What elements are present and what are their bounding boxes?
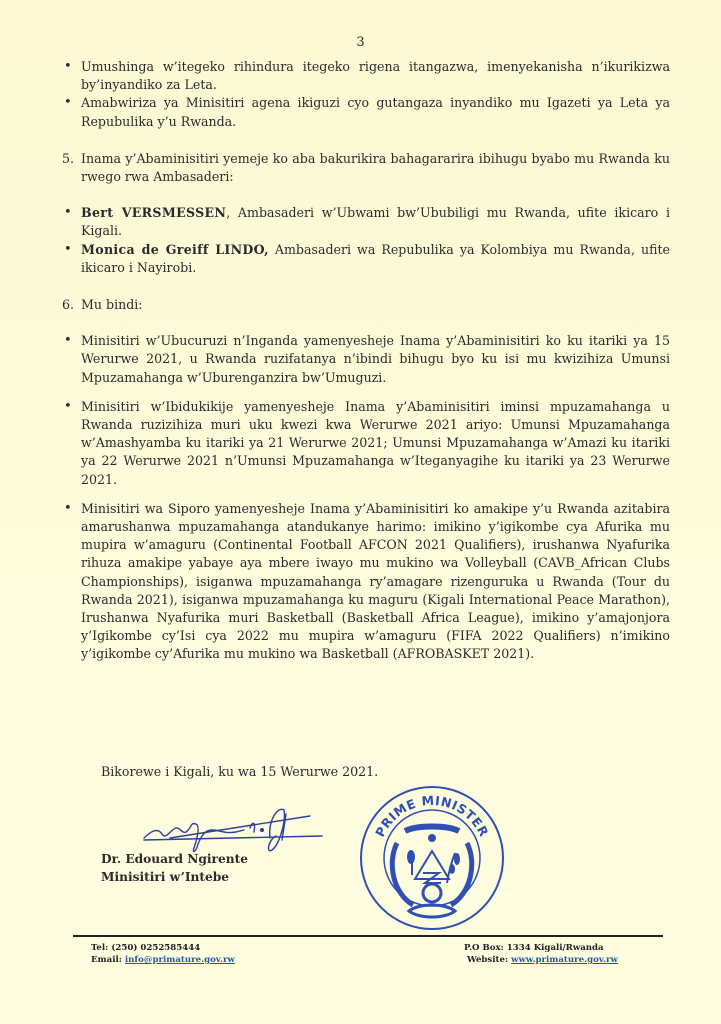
signatory-title: Minisitiri w’Intebe	[101, 870, 230, 884]
footer-address	[464, 942, 618, 966]
ambassador-desc: Ambasaderi wa Repubulika ya Kolombiya mu Rwanda, ufite ikicaro i Nayirobi.	[81, 241, 670, 275]
page-number: 3	[356, 35, 365, 50]
list-item	[62, 204, 670, 240]
website-label: Website:	[467, 955, 509, 965]
footer-tel	[91, 942, 235, 954]
list-item: • Amabwiriza ya Minisitiri agena ikiguzi cyo gutangaza inyandiko mu Igazeti ya Leta ya Repubulika y’u Rwanda.	[62, 94, 670, 130]
list-item	[62, 241, 670, 277]
list-item: • Umushinga w’itegeko rihindura itegeko rigena itangazwa, imenyekanisha n’ikurikizwa by’inyandiko za Leta.	[62, 58, 670, 94]
tel-label: Tel:	[91, 943, 109, 953]
prime-minister-seal-icon	[357, 783, 507, 933]
po-box: P.O Box: 1334 Kigali/Rwanda	[464, 943, 604, 953]
document-body	[62, 58, 670, 664]
email-label: Email:	[91, 955, 122, 965]
top-bullet-list	[62, 58, 670, 131]
section-number: 5.	[62, 150, 75, 166]
ambassador-name: Bert VERSMESSEN	[81, 205, 227, 221]
section-6	[62, 296, 670, 314]
section-text: Inama y’Abaminisitiri yemeje ko aba bakurikira bahagararira ibihugu byabo mu Rwanda ku rwego rwa Ambasaderi:	[81, 150, 670, 185]
list-item: • Minisitiri w’Ubucuruzi n’Inganda yamenyesheje Inama y’Abaminisitiri ko ku itariki ya 15 Werurwe 2021, u Rwanda ruzifatanya n’ibindi bihugu byo ku isi mu kwizihiza Umunsi Mpuzamahanga w’Uburenganzira bw’Umuguzi.	[62, 332, 670, 387]
other-items-list	[62, 332, 670, 663]
section-number: 6.	[62, 297, 75, 313]
footer-divider	[73, 935, 663, 937]
signatory-block	[101, 850, 248, 886]
email-link[interactable]: info@primature.gov.rw	[124, 955, 235, 965]
footer-contact	[91, 942, 235, 966]
list-item: • Minisitiri w’Ibidukikije yamenyesheje Inama y’Abaminisitiri iminsi mpuzamahanga u Rwanda ruzizihiza muri uku kwezi kwa Werurwe 2021 ariyo: Umunsi Mpuzamahanga w’Amashyamba ku itariki ya 21 Werurwe 2021; Umunsi Mpuzamahanga w’Amazi ku itariki ya 22 Werurwe 2021 n’Umunsi Mpuzamahanga w’Iteganyagihe ku itariki ya 23 Werurwe 2021.	[62, 398, 670, 489]
ambassador-name: Monica de Greiff LINDO,	[81, 241, 269, 257]
signatory-name: Dr. Edouard Ngirente	[101, 852, 248, 866]
footer-email	[91, 954, 235, 966]
website-link[interactable]: www.primature.gov.rw	[511, 955, 618, 965]
signing-place-date: Bikorewe i Kigali, ku wa 15 Werurwe 2021.	[101, 764, 379, 779]
seal-text: PRIME MINISTER	[372, 792, 492, 840]
ambassador-desc: , Ambasaderi w’Ubwami bw’Ububiligi mu Rwanda, ufite ikicaro i Kigali.	[81, 205, 670, 239]
section-title: Mu bindi:	[81, 297, 143, 313]
ambassador-list	[62, 204, 670, 277]
list-item: • Minisitiri wa Siporo yamenyesheje Inama y’Abaminisitiri ko amakipe y’u Rwanda azitabira amarushanwa mpuzamahanga atandukanye harimo: imikino y’igikombe cya Afurika mu mupira w’amaguru (Continental Football AFCON 2021 Qualifiers), irushanwa Nyafurika rihuza amakipe yabaye aya mbere iwayo mu mukino wa Volleyball (CAVB_African Clubs Championships), isiganwa mpuzamahanga ry’amagare rizenguruka u Rwanda (Tour du Rwanda 2021), isiganwa mpuzamahanga ku maguru (Kigali International Peace Marathon), Irushanwa Nyafurika muri Basketball (Basketball Africa League), imikino y’amajonjora y’Igikombe cy’Isi cya 2022 mu mupira w’amaguru (FIFA 2022 Qualifiers) n’imikino y’igikombe cy’Afurika mu mukino wa Basketball (AFROBASKET 2021).	[62, 500, 670, 664]
footer-website	[464, 954, 618, 966]
section-5	[62, 150, 670, 186]
tel-value: (250) 0252585444	[111, 943, 201, 953]
